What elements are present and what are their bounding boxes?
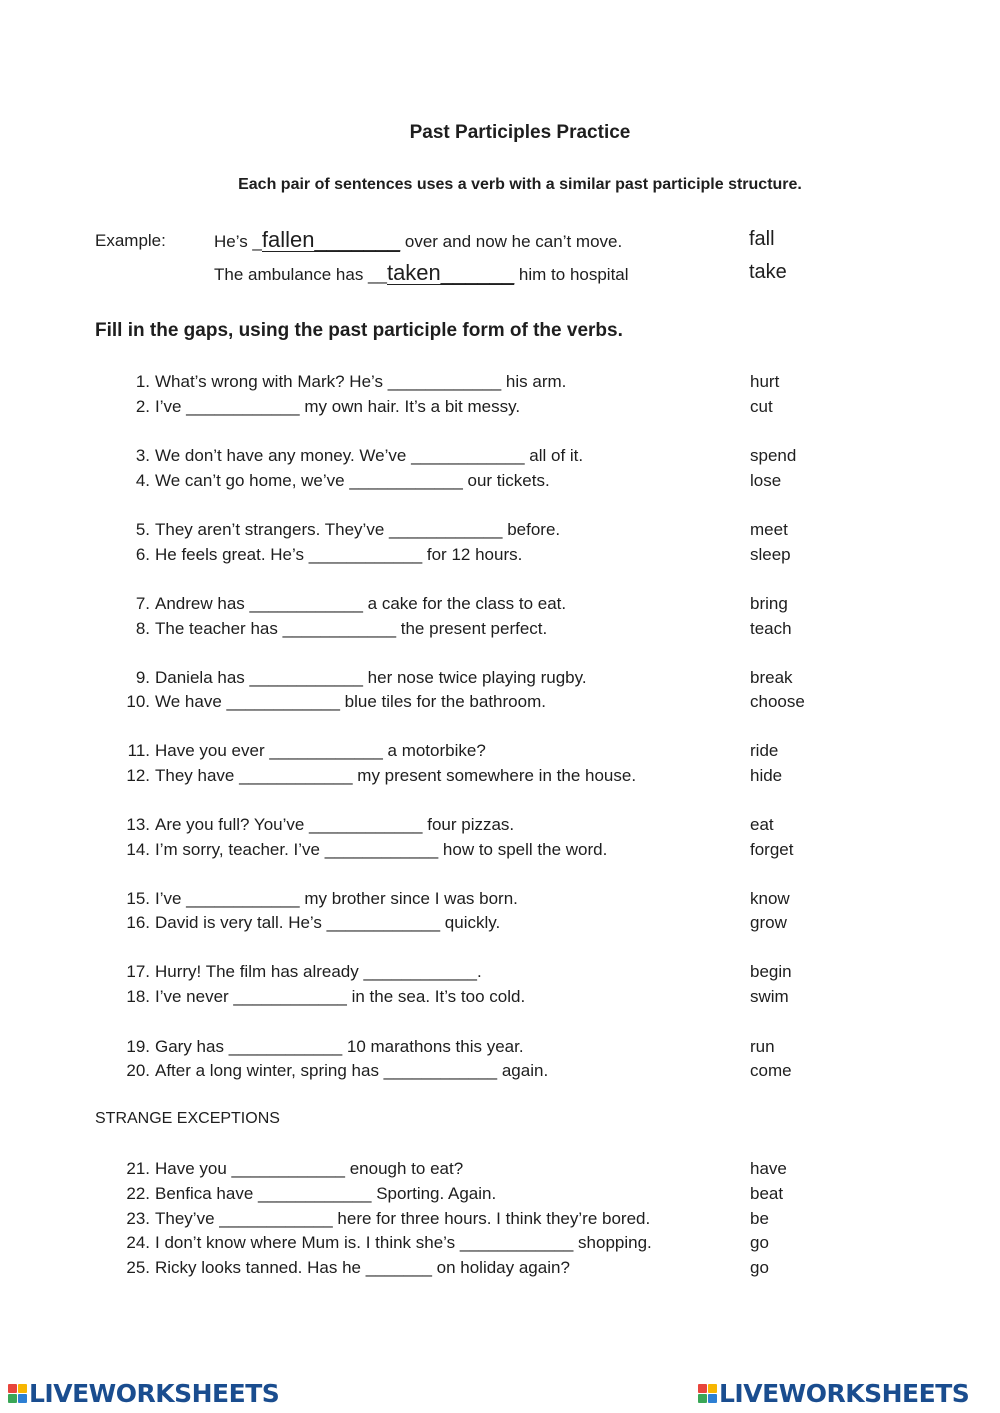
question-verb: be (750, 1209, 769, 1228)
instruction: Fill in the gaps, using the past participle form of the verbs. (95, 320, 623, 341)
question-text: I’ve ____________ my brother since I was born. (155, 889, 518, 908)
question-number: 20. (126, 1061, 150, 1080)
question-text: Daniela has ____________ her nose twice playing rugby. (155, 668, 587, 687)
question-verb: run (750, 1037, 775, 1056)
logo-right (698, 1380, 969, 1406)
question-number: 7. (135, 594, 150, 613)
question-number: 24. (126, 1233, 150, 1252)
example-line-2 (214, 262, 629, 285)
question-text: The teacher has ____________ the present perfect. (155, 619, 548, 638)
section-heading: STRANGE EXCEPTIONS (95, 1110, 280, 1127)
example-line-1-after: over and now he can’t move. (400, 232, 623, 251)
question-text: Hurry! The film has already ____________. (155, 962, 482, 981)
question-text: He feels great. He’s ____________ for 12 hours. (155, 545, 523, 564)
question-text: I don’t know where Mum is. I think she’s ____________ shopping. (155, 1233, 652, 1252)
question-verb: go (750, 1258, 769, 1277)
question-number: 13. (126, 815, 150, 834)
question-verb: teach (750, 619, 792, 638)
example-verb-2: take (749, 261, 787, 283)
page-subtitle: Each pair of sentences uses a verb with a similar past participle structure. (238, 176, 802, 193)
example-line-2-after: him to hospital (514, 265, 629, 284)
question-verb: grow (750, 913, 787, 932)
question-number: 22. (126, 1184, 150, 1203)
question-verb: hide (750, 766, 783, 785)
logo-text: LIVEWORKSHEETS (719, 1378, 970, 1408)
question-number: 11. (127, 741, 150, 760)
question-verb: meet (750, 520, 788, 539)
question-text: We have ____________ blue tiles for the bathroom. (155, 692, 546, 711)
question-text: We don’t have any money. We’ve ____________ all of it. (155, 446, 584, 465)
question-number: 12. (126, 766, 150, 785)
question-verb: forget (750, 840, 794, 859)
question-verb: lose (750, 471, 782, 490)
page-title: Past Participles Practice (409, 122, 631, 143)
question-verb: bring (750, 594, 788, 613)
question-number: 23. (126, 1209, 150, 1228)
question-text: Have you ____________ enough to eat? (155, 1159, 464, 1178)
question-verb: spend (750, 446, 797, 465)
example-line-1 (214, 229, 622, 252)
question-verb: know (750, 889, 790, 908)
question-text: Gary has ____________ 10 marathons this year. (155, 1037, 524, 1056)
example-line-1-before: He’s _ (214, 232, 262, 251)
question-verb: come (750, 1061, 792, 1080)
question-verb: sleep (750, 545, 791, 564)
question-number: 21. (126, 1159, 150, 1178)
question-verb: beat (750, 1184, 784, 1203)
question-number: 18. (126, 987, 150, 1006)
question-verb: begin (750, 962, 792, 981)
logo-mark-icon (8, 1384, 27, 1403)
question-verb: cut (750, 397, 773, 416)
question-verb: go (750, 1233, 769, 1252)
question-verb: hurt (750, 372, 780, 391)
question-verb: have (750, 1159, 787, 1178)
example-line-2-answer: taken______ (386, 260, 515, 285)
question-text: We can’t go home, we’ve ____________ our tickets. (155, 471, 550, 490)
question-text: After a long winter, spring has ____________ again. (155, 1061, 549, 1080)
example-line-2-before: The ambulance has __ (214, 265, 387, 284)
question-text: Are you full? You’ve ____________ four pizzas. (155, 815, 515, 834)
question-text: They’ve ____________ here for three hours. I think they’re bored. (155, 1209, 651, 1228)
question-text: They aren’t strangers. They’ve ____________ before. (155, 520, 561, 539)
question-text: Ricky looks tanned. Has he _______ on holiday again? (155, 1258, 570, 1277)
question-verb: swim (750, 987, 789, 1006)
question-number: 5. (135, 520, 150, 539)
logo-text: LIVEWORKSHEETS (29, 1378, 280, 1408)
question-text: David is very tall. He’s ____________ quickly. (155, 913, 501, 932)
question-number: 4. (135, 471, 150, 490)
question-text: I’ve ____________ my own hair. It’s a bit messy. (155, 397, 521, 416)
question-number: 25. (126, 1258, 150, 1277)
question-verb: eat (750, 815, 774, 834)
question-number: 3. (135, 446, 150, 465)
question-number: 6. (135, 545, 150, 564)
question-text: Benfica have ____________ Sporting. Again. (155, 1184, 497, 1203)
example-label: Example: (95, 231, 166, 250)
question-number: 16. (126, 913, 150, 932)
question-number: 10. (126, 692, 150, 711)
question-text: Have you ever ____________ a motorbike? (155, 741, 486, 760)
question-number: 15. (126, 889, 150, 908)
question-number: 14. (126, 840, 150, 859)
question-verb: ride (750, 741, 779, 760)
example-verb-1: fall (749, 228, 775, 250)
logo-left (8, 1380, 279, 1406)
question-text: I’ve never ____________ in the sea. It’s too cold. (155, 987, 526, 1006)
example-line-1-answer: fallen_______ (261, 227, 401, 252)
question-number: 17. (126, 962, 150, 981)
question-text: What’s wrong with Mark? He’s ____________ his arm. (155, 372, 567, 391)
question-number: 19. (126, 1037, 150, 1056)
question-number: 9. (135, 668, 150, 687)
question-number: 1. (135, 372, 150, 391)
question-number: 8. (135, 619, 150, 638)
question-verb: break (750, 668, 793, 687)
logo-mark-icon (698, 1384, 717, 1403)
question-number: 2. (135, 397, 150, 416)
question-text: I’m sorry, teacher. I’ve ____________ how to spell the word. (155, 840, 608, 859)
question-text: Andrew has ____________ a cake for the class to eat. (155, 594, 567, 613)
question-text: They have ____________ my present somewhere in the house. (155, 766, 637, 785)
question-verb: choose (750, 692, 805, 711)
